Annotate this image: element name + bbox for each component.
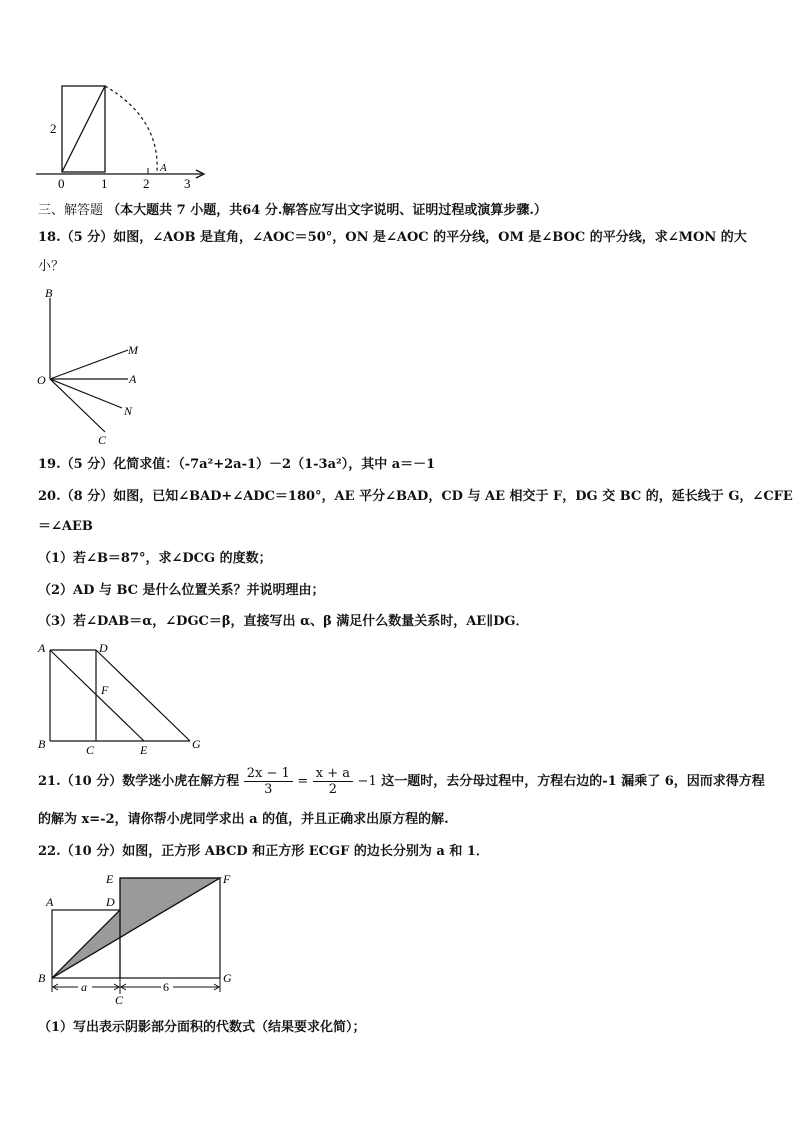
q20-line2: ＝∠AEB (38, 519, 93, 534)
tick-label-3: 3 (184, 176, 191, 190)
q21-line2: 的解为 x=-2，请你帮小虎同学求出 a 的值，并且正确求出原方程的解. (38, 812, 449, 827)
point-a-label: A (160, 162, 167, 174)
tick-label-1: 1 (101, 176, 108, 190)
q18-figure (34, 284, 144, 446)
label-f: F (101, 683, 109, 697)
q18-line2: 小？ (38, 259, 65, 274)
label-c: C (115, 993, 124, 1007)
segment-ae (50, 650, 144, 741)
q22-text: 22.（10 分）如图，正方形 ABCD 和正方形 ECGF 的边长分别为 a 和 1． (38, 844, 489, 859)
section-note: （本大题共 7 小题，共64 分.解答应写出文字说明、证明过程或演算步骤.） (107, 203, 547, 218)
q19-text: 19.（5 分）化简求值：（-7a²+2a-1）－2（1-3a²），其中 a＝－1 (38, 457, 436, 472)
label-o: O (37, 373, 46, 387)
rectangle-diagonal (62, 86, 105, 172)
q21-suffix: 这一题时，去分母过程中，方程右边的-1 漏乘了 6，因而求得方程 (381, 774, 765, 789)
ray-oc (50, 379, 105, 432)
ray-on (50, 379, 122, 408)
label-d: D (99, 641, 108, 655)
tick-label-0: 0 (58, 176, 65, 190)
side-length-label: 2 (50, 121, 57, 136)
label-a: A (46, 895, 54, 909)
label-g: G (192, 737, 201, 751)
q21-line1 (38, 764, 765, 804)
ray-om (50, 350, 128, 379)
fraction-right (313, 766, 353, 797)
label-a: A (38, 641, 46, 655)
label-n: N (124, 404, 133, 418)
label-m: M (128, 343, 138, 357)
label-c: C (86, 743, 95, 756)
label-b: B (38, 971, 46, 985)
label-g: G (223, 971, 232, 985)
label-a: A (129, 372, 137, 386)
label-b: B (38, 737, 46, 751)
fraction-right-denominator: 2 (328, 782, 338, 797)
q21-prefix: 21.（10 分）数学迷小虎在解方程 (38, 774, 240, 789)
tick-label-2: 2 (143, 176, 150, 190)
q20-sub1: （1）若∠B＝87°，求∠DCG 的度数； (38, 551, 272, 566)
section-title: 三、解答题 (38, 203, 104, 218)
q20-line1: 20.（8 分）如图，已知∠BAD+∠ADC＝180°，AE 平分∠BAD，CD 与 AE 相交于 F，DG 交 BC 的，延长线于 G，∠CFE (38, 489, 793, 504)
q20-figure (34, 638, 214, 756)
q22-sub1: （1）写出表示阴影部分面积的代数式（结果要求化简）； (38, 1020, 366, 1035)
dimension-6: 6 (163, 980, 169, 994)
label-e: E (106, 872, 114, 886)
q20-sub3: （3）若∠DAB＝α，∠DGC＝β，直接写出 α、β 满足什么数量关系时，AE∥DG． (38, 614, 529, 629)
minus-one: −1 (357, 774, 377, 789)
fraction-left (244, 766, 293, 797)
numberline-figure (30, 78, 220, 190)
section-heading (38, 202, 547, 220)
q20-sub2: （2）AD 与 BC 是什么位置关系？并说明理由； (38, 583, 325, 598)
dashed-arc (105, 86, 157, 172)
label-f: F (223, 872, 231, 886)
q18-line1: 18.（5 分）如图，∠AOB 是直角，∠AOC＝50°，ON 是∠AOC 的平分线，OM 是∠BOC 的平分线，求∠MON 的大 (38, 230, 747, 245)
segment-dg (96, 650, 190, 741)
dimension-a: a (81, 980, 87, 994)
equals-sign: = (297, 774, 309, 789)
fraction-right-numerator: x + a (313, 766, 353, 782)
label-e: E (140, 743, 148, 756)
fraction-left-denominator: 3 (264, 782, 273, 797)
fraction-left-numerator: 2x − 1 (244, 766, 293, 782)
q22-figure (34, 868, 244, 1008)
label-d: D (106, 895, 115, 909)
label-c: C (98, 433, 107, 446)
label-b: B (45, 286, 53, 300)
